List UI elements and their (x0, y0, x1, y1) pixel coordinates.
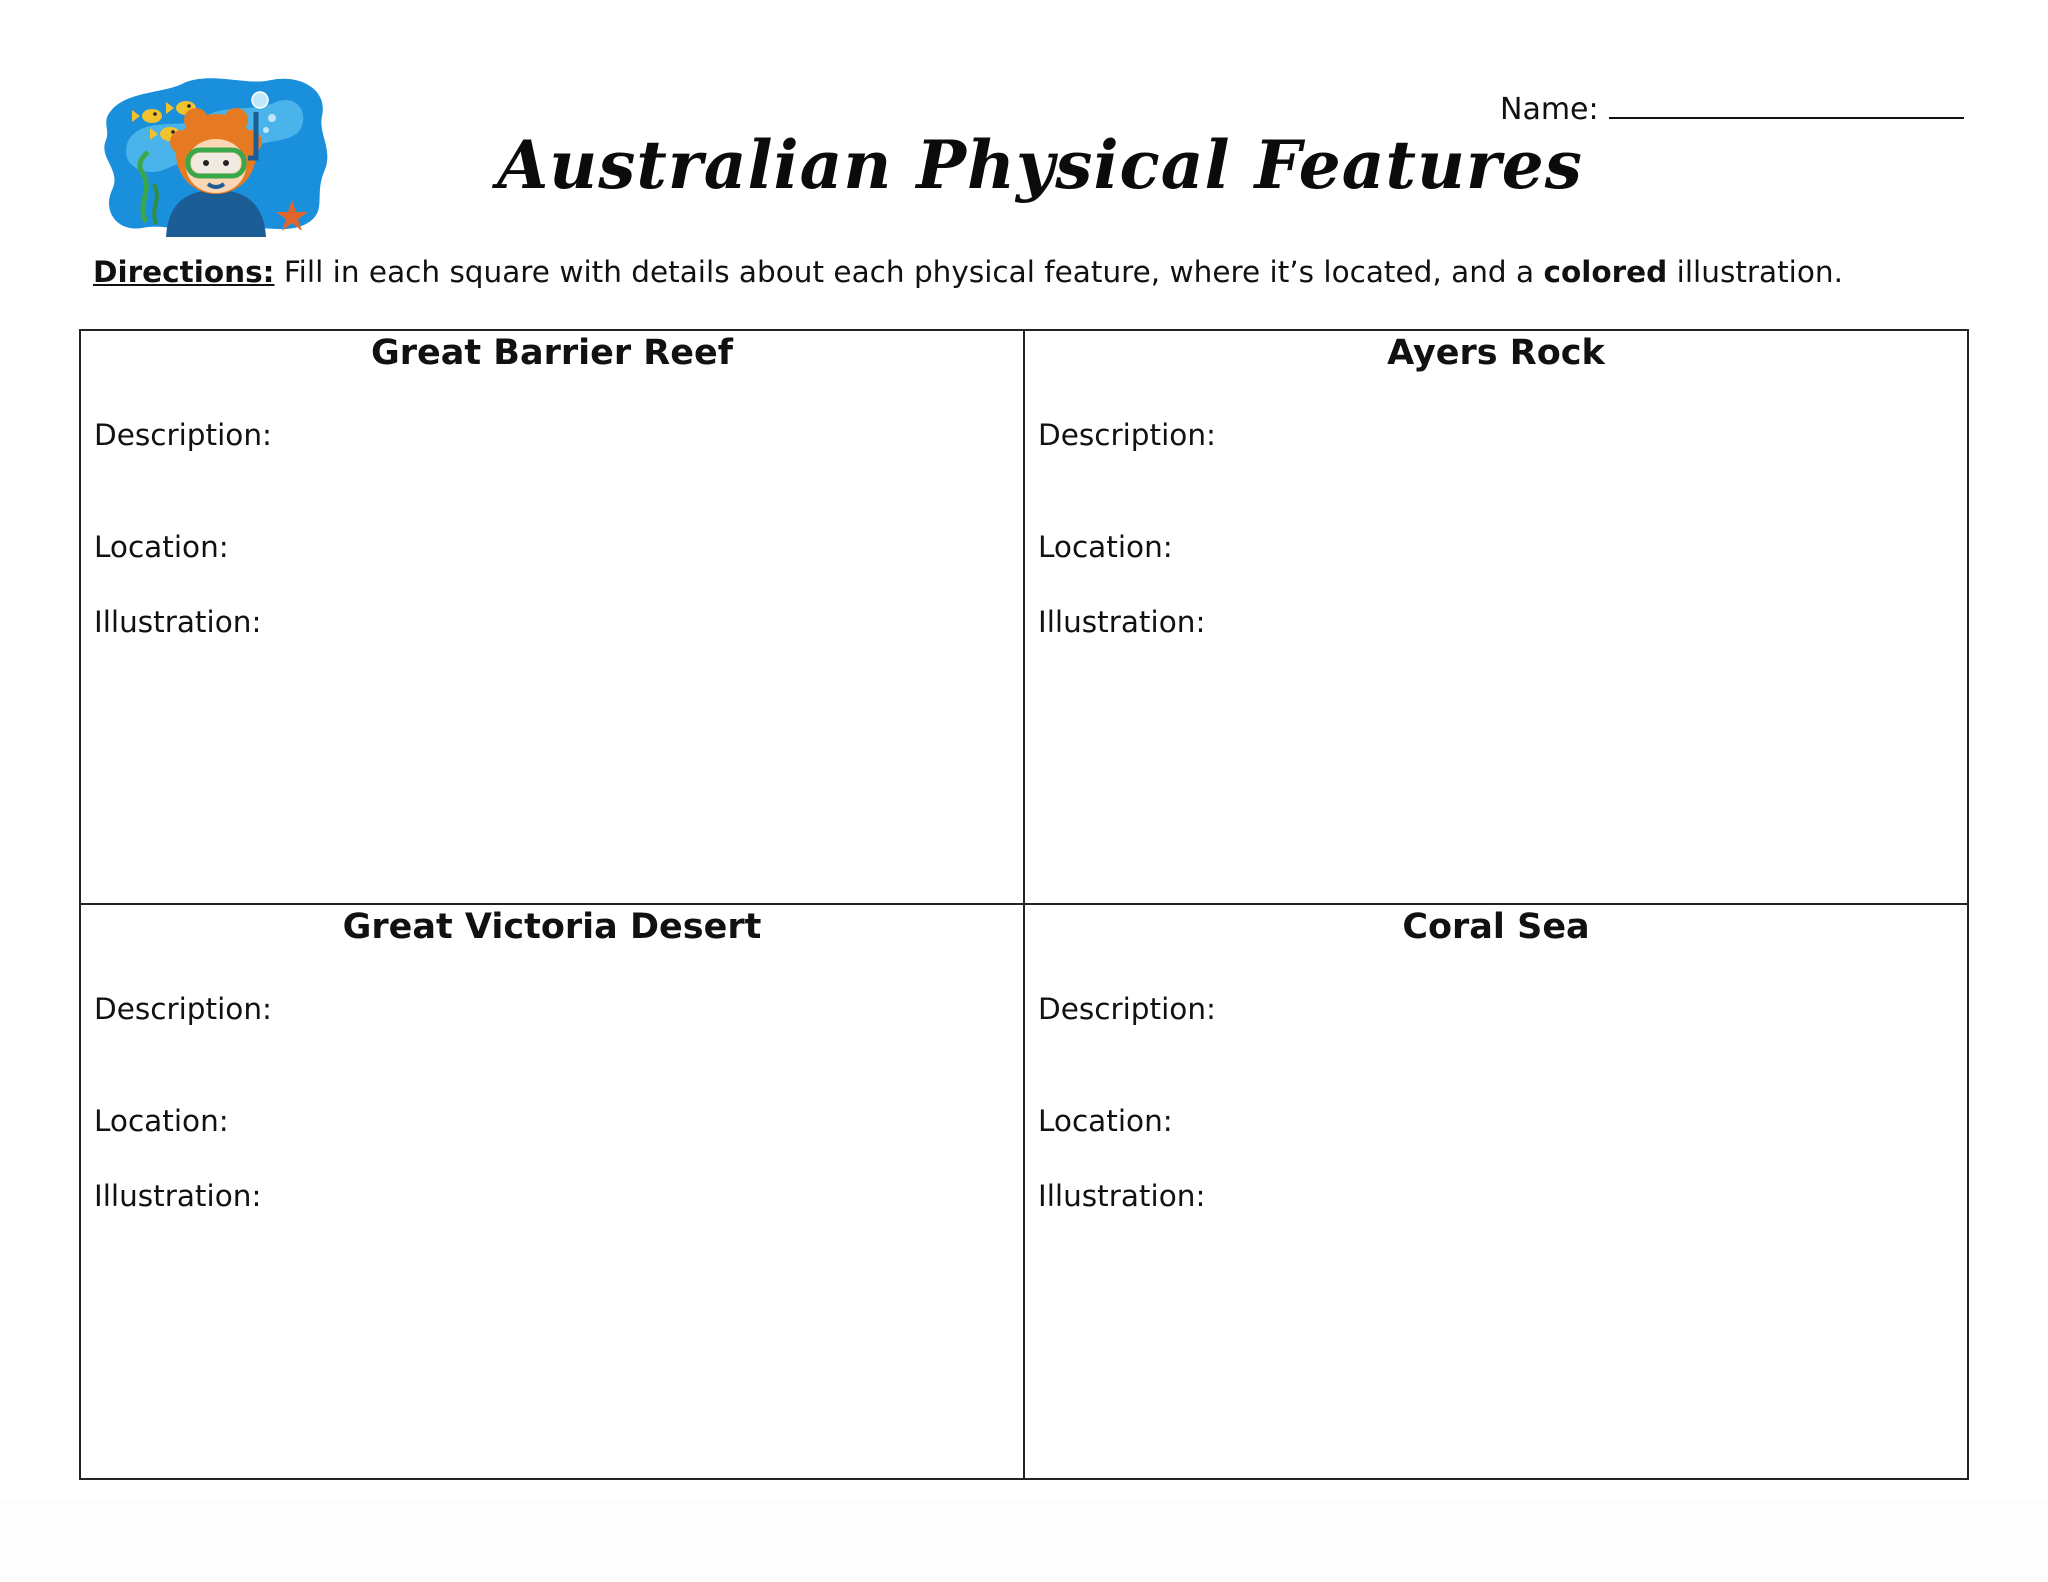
name-field[interactable] (1500, 92, 1964, 127)
location-label: Location: (1038, 530, 1173, 564)
feature-cell-great-victoria-desert[interactable] (81, 905, 1025, 1478)
description-label: Description: (94, 992, 272, 1026)
feature-title: Coral Sea (1402, 907, 1590, 947)
illustration-label: Illustration: (1038, 605, 1206, 639)
feature-title: Ayers Rock (1387, 333, 1605, 373)
illustration-label: Illustration: (94, 1179, 262, 1213)
location-label: Location: (94, 530, 229, 564)
location-label: Location: (1038, 1104, 1173, 1138)
name-blank-line[interactable] (1609, 95, 1964, 119)
feature-title: Great Barrier Reef (371, 333, 733, 373)
illustration-label: Illustration: (1038, 1179, 1206, 1213)
illustration-label: Illustration: (94, 605, 262, 639)
directions-label: Directions: (93, 255, 275, 289)
description-label: Description: (1038, 992, 1216, 1026)
feature-cell-coral-sea[interactable] (1025, 905, 1967, 1478)
directions-text-end: illustration. (1667, 255, 1843, 289)
feature-cell-ayers-rock[interactable] (1025, 331, 1967, 905)
directions (93, 255, 1843, 289)
location-label: Location: (94, 1104, 229, 1138)
name-label: Name: (1500, 92, 1599, 127)
snorkeling-kid-icon (96, 72, 336, 237)
directions-emphasis: colored (1543, 255, 1668, 289)
directions-text: Fill in each square with details about each physical feature, where it’s located, and a (274, 255, 1544, 289)
feature-grid (79, 329, 1969, 1480)
feature-cell-great-barrier-reef[interactable] (81, 331, 1025, 905)
page-title: Australian Physical Features (497, 126, 1583, 204)
description-label: Description: (1038, 418, 1216, 452)
feature-title: Great Victoria Desert (342, 907, 762, 947)
description-label: Description: (94, 418, 272, 452)
